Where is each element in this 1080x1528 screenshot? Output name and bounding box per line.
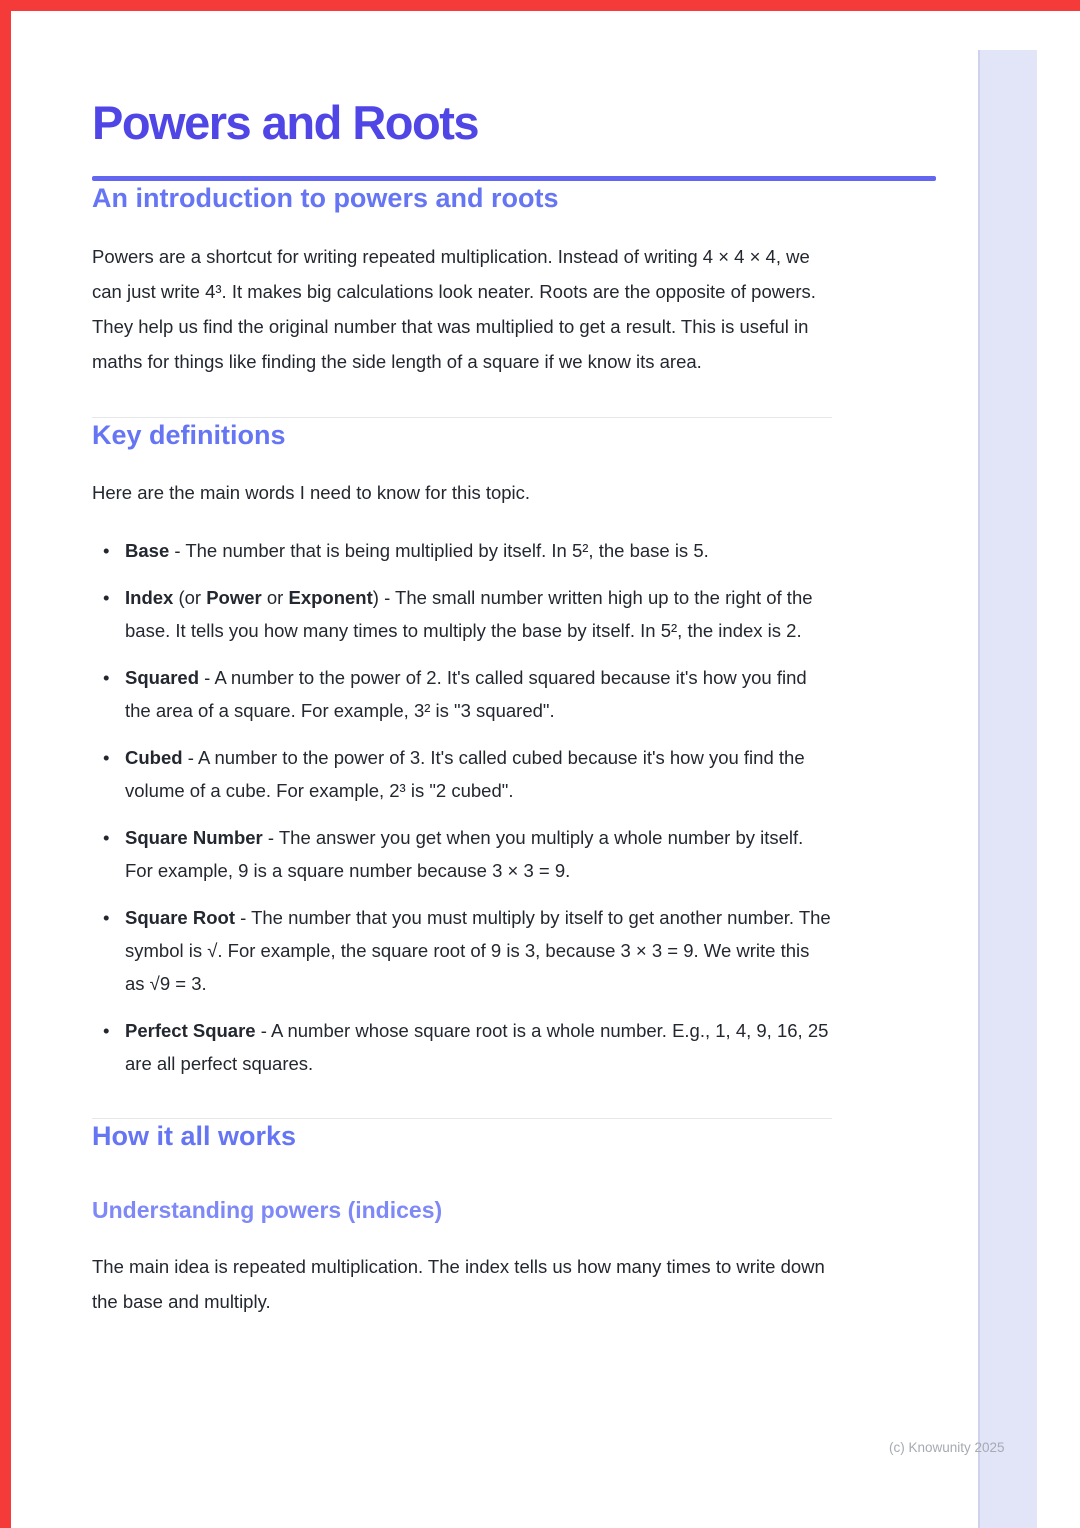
definition-text: ) - The small number written high up to the right of the base. It tells you how many times to multiply the base by itself. In 5², the index is 2. (125, 587, 813, 641)
document-content (92, 0, 936, 1319)
page-margin-strip (978, 50, 1037, 1528)
definition-item-squared (92, 661, 834, 727)
definition-term: Cubed (125, 747, 183, 768)
page-title: Powers and Roots (92, 96, 479, 149)
definition-text: - The answer you get when you multiply a whole number by itself. For example, 9 is a square number because 3 × 3 = 9. (125, 827, 804, 881)
section-heading-how-it-works: How it all works (92, 1121, 297, 1151)
definitions-list (92, 534, 834, 1080)
definition-term-alt: Exponent (288, 587, 373, 608)
definition-term: Squared (125, 667, 200, 688)
definition-text: - A number to the power of 2. It's called squared because it's how you find the area of a square. For example, 3² is "3 squared". (125, 667, 807, 721)
definition-text: - A number to the power of 3. It's called cubed because it's how you find the volume of a cube. For example, 2³ is "2 cubed". (125, 747, 805, 801)
definition-item-cubed (92, 741, 834, 807)
section-heading-key-definitions: Key definitions (92, 420, 286, 450)
definition-text: (or (173, 587, 207, 608)
page-top-border (0, 0, 1080, 11)
section-heading-introduction: An introduction to powers and roots (92, 183, 559, 213)
definition-term: Perfect Square (125, 1020, 256, 1041)
definition-item-base (92, 534, 834, 567)
definition-term: Index (125, 587, 174, 608)
definition-item-square-number (92, 821, 834, 887)
definition-text: - The number that you must multiply by itself to get another number. The symbol is √. For example, the square root of 9 is 3, because 3 × 3 = 9. We write this as √9 = 3. (125, 907, 831, 994)
page-left-border (0, 0, 11, 1528)
definition-term: Square Number (125, 827, 263, 848)
definition-text: - A number whose square root is a whole number. E.g., 1, 4, 9, 16, 25 are all perfect squares. (125, 1020, 829, 1074)
definition-item-perfect-square (92, 1014, 834, 1080)
subsection-heading-understanding-powers: Understanding powers (indices) (92, 1197, 443, 1223)
definition-text: or (261, 587, 289, 608)
definitions-lead: Here are the main words I need to know for this topic. (92, 482, 531, 503)
definition-text: - The number that is being multiplied by itself. In 5², the base is 5. (169, 540, 709, 561)
introduction-paragraph: Powers are a shortcut for writing repeated multiplication. Instead of writing 4 × 4 × 4, we can just write 4³. It makes big calculations look neater. Roots are the opposite of powers. They help us find the original number that was multiplied to get a result. This is useful in maths for things like finding the side length of a square if we know its area. (92, 246, 816, 372)
how-it-works-paragraph: The main idea is repeated multiplication. The index tells us how many times to write down the base and multiply. (92, 1256, 825, 1312)
definition-item-square-root (92, 901, 834, 1000)
footer-credit: (c) Knowunity 2025 (889, 1440, 1005, 1455)
definition-term: Square Root (125, 907, 235, 928)
definition-term-alt: Power (206, 587, 262, 608)
definition-term: Base (125, 540, 170, 561)
definition-item-index (92, 581, 834, 647)
